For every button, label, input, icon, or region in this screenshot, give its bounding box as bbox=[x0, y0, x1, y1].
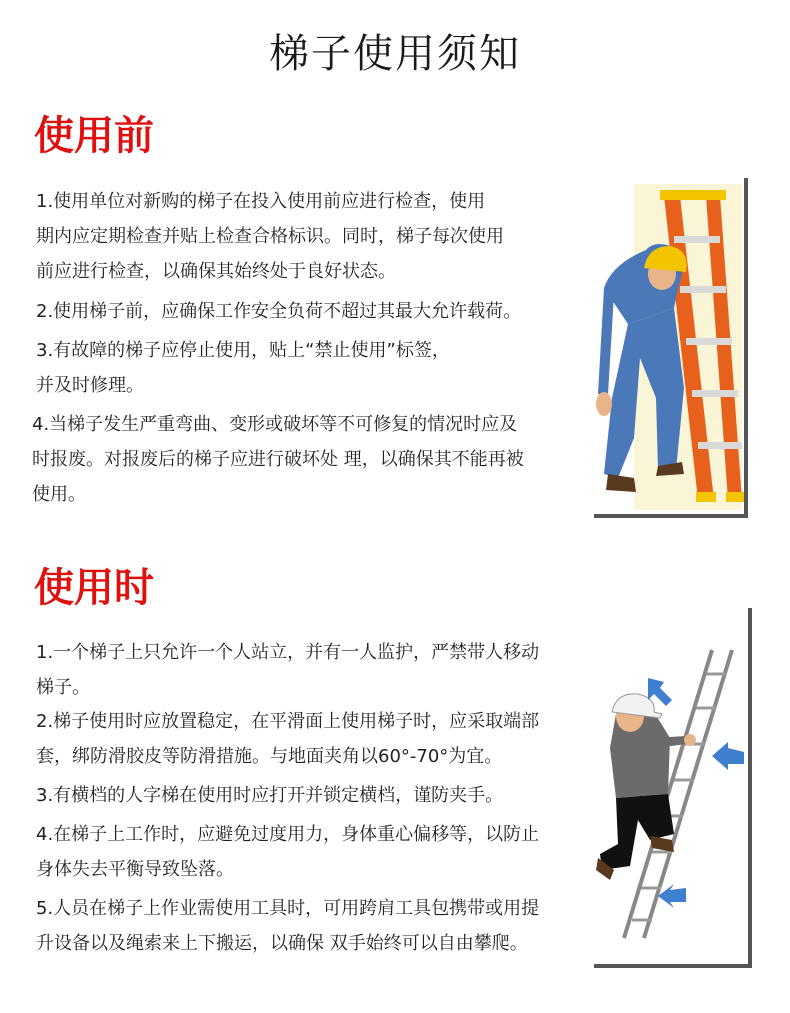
before-item-3-line-1: 3.有故障的梯子应停止使用，贴上“禁止使用”标签， bbox=[36, 340, 450, 361]
stepladder-illustration bbox=[594, 178, 756, 520]
during-item-5 bbox=[36, 891, 539, 961]
during-item-5-line-1: 5.人员在梯子上作业需使用工具时，可用跨肩工具包携带或用提 bbox=[36, 898, 540, 919]
before-item-1-line-2: 期内应定期检查并贴上检查合格标识。同时，梯子每次使用 bbox=[36, 226, 504, 247]
during-item-3-line-1: 3.有横档的人字梯在使用时应打开并锁定横档，谨防夹手。 bbox=[36, 785, 504, 806]
before-item-4 bbox=[32, 407, 524, 512]
before-item-4-line-2: 时报废。对报废后的梯子应进行破坏处 理，以确保其不能再被 bbox=[32, 449, 524, 470]
during-item-5-line-2: 升设备以及绳索来上下搬运，以确保 双手始终可以自由攀爬。 bbox=[36, 933, 528, 954]
before-item-2 bbox=[36, 294, 521, 329]
during-item-4-line-1: 4.在梯子上工作时，应避免过度用力，身体重心偏移等，以防止 bbox=[36, 824, 540, 845]
before-item-3-line-2: 并及时修理。 bbox=[36, 375, 144, 396]
during-item-4-line-2: 身体失去平衡导致坠落。 bbox=[36, 859, 234, 880]
section-heading-during: 使用时 bbox=[34, 565, 154, 611]
before-item-1-line-1: 1.使用单位对新购的梯子在投入使用前应进行检查，使用 bbox=[36, 191, 486, 212]
during-item-1 bbox=[36, 635, 539, 705]
during-item-1-line-2: 梯子。 bbox=[36, 677, 90, 698]
during-item-2-line-1: 2.梯子使用时应放置稳定，在平滑面上使用梯子时，应采取端部 bbox=[36, 711, 540, 732]
section-heading-before: 使用前 bbox=[34, 113, 154, 159]
before-item-4-line-3: 使用。 bbox=[32, 484, 86, 505]
before-item-3 bbox=[36, 333, 450, 403]
during-item-2 bbox=[36, 704, 539, 774]
during-item-1-line-1: 1.一个梯子上只允许一个人站立，并有一人监护，严禁带人移动 bbox=[36, 642, 540, 663]
before-item-4-line-1: 4.当梯子发生严重弯曲、变形或破坏等不可修复的情况时应及 bbox=[32, 414, 518, 435]
page-title: 梯子使用须知 bbox=[269, 31, 521, 77]
before-item-1 bbox=[36, 184, 504, 289]
during-item-4 bbox=[36, 817, 539, 887]
during-item-3 bbox=[36, 778, 503, 813]
during-item-2-line-2: 套，绑防滑胶皮等防滑措施。与地面夹角以60°-70°为宜。 bbox=[36, 746, 503, 767]
climbing-ladder-illustration bbox=[594, 608, 756, 970]
before-item-2-line-1: 2.使用梯子前，应确保工作安全负荷不超过其最大允许载荷。 bbox=[36, 301, 522, 322]
before-item-1-line-3: 前应进行检查，以确保其始终处于良好状态。 bbox=[36, 261, 396, 282]
